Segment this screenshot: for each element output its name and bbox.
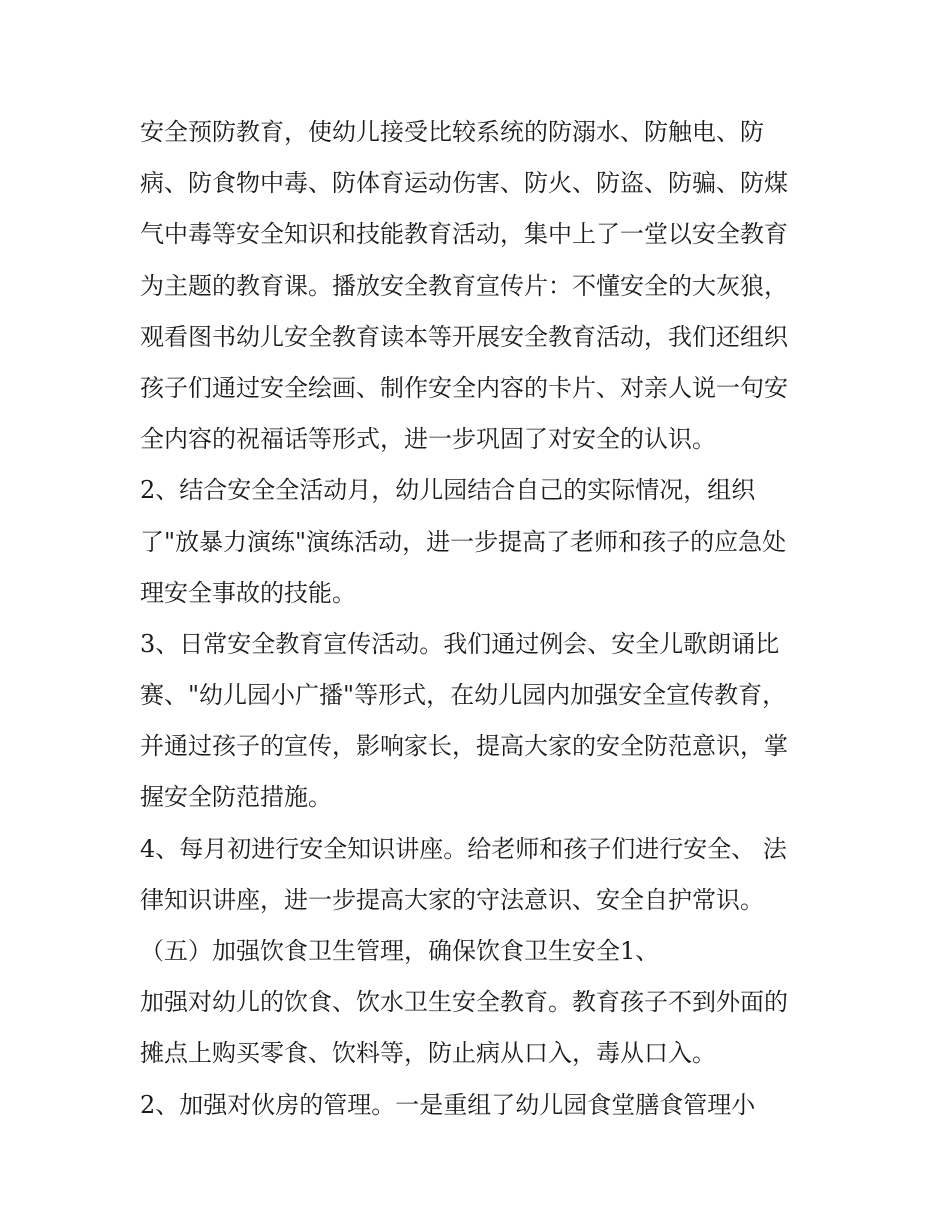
text-line-2: 病、防食物中毒、防体育运动伤害、防火、防盗、防骗、防煤	[140, 169, 788, 198]
text-line-6: 孩子们通过安全绘画、制作安全内容的卡片、对亲人说一句安	[140, 373, 788, 402]
text-line-5: 观看图书幼儿安全教育读本等开展安全教育活动，我们还组织	[140, 322, 788, 351]
text-line-10: 理安全事故的技能。	[140, 578, 356, 607]
body-text	[140, 107, 820, 1131]
text-line-18: 加强对幼儿的饮食、饮水卫生安全教育。教育孩子不到外面的	[140, 988, 788, 1017]
text-line-16: 律知识讲座，进一步提高大家的守法意识、安全自护常识。	[140, 885, 764, 914]
text-line-19: 摊点上购买零食、饮料等，防止病从口入，毒从口入。	[140, 1039, 716, 1068]
text-line-20: 2、加强对伙房的管理。一是重组了幼儿园食堂膳食管理小	[140, 1090, 756, 1119]
text-line-14: 握安全防范措施。	[140, 783, 332, 812]
text-line-4: 为主题的教育课。播放安全教育宣传片：不懂安全的大灰狼，	[140, 271, 788, 300]
text-line-12: 赛、"幼儿园小广播"等形式，在幼儿园内加强安全宣传教育，	[140, 681, 787, 710]
text-line-17: （五）加强饮食卫生管理，确保饮食卫生安全1、	[140, 937, 660, 965]
text-line-11: 3、日常安全教育宣传活动。我们通过例会、安全儿歌朗诵比	[140, 629, 780, 658]
text-line-8: 2、结合安全全活动月，幼儿园结合自己的实际情况，组织	[140, 476, 756, 505]
text-line-9: 了"放暴力演练"演练活动，进一步提高了老师和孩子的应急处	[140, 527, 787, 556]
text-line-7: 全内容的祝福话等形式，进一步巩固了对安全的认识。	[140, 425, 716, 454]
text-line-15: 4、每月初进行安全知识讲座。给老师和孩子们进行安全、 法	[140, 834, 787, 863]
text-line-3: 气中毒等安全知识和技能教育活动，集中上了一堂以安全教育	[140, 220, 788, 249]
text-line-1: 安全预防教育，使幼儿接受比较系统的防溺水、防触电、防	[140, 118, 764, 146]
text-line-13: 并通过孩子的宣传，影响家长，提高大家的安全防范意识，掌	[140, 732, 788, 761]
